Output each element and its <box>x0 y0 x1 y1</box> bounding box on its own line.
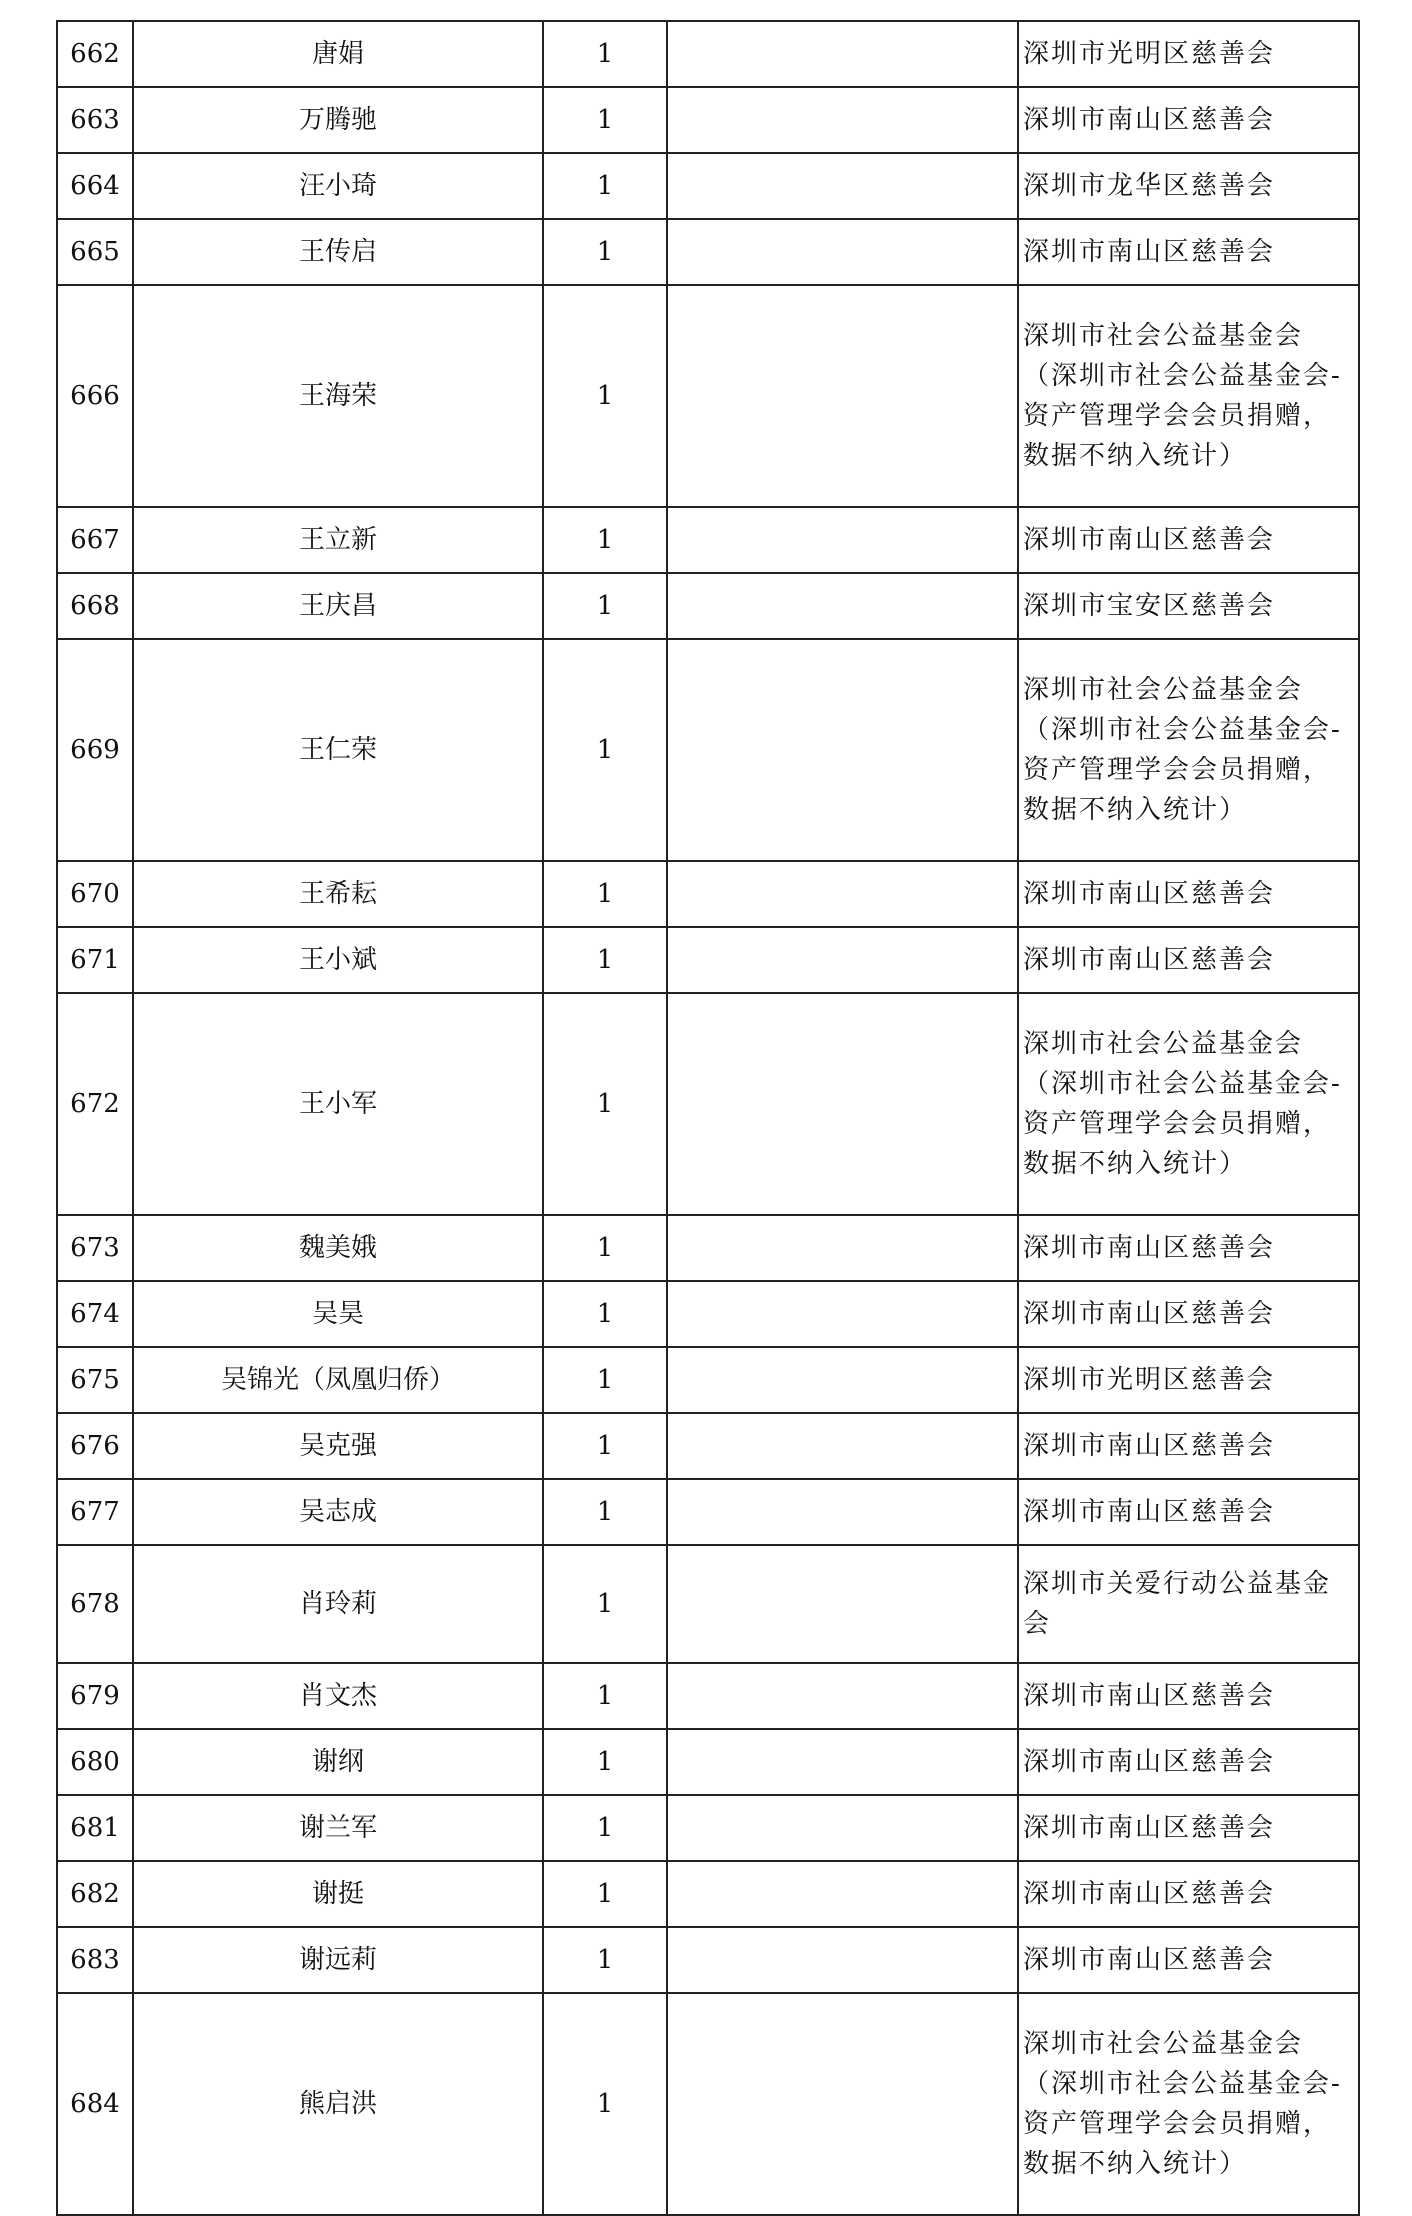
serial-number-cell: 670 <box>57 861 133 927</box>
table-row <box>57 507 1359 573</box>
organization-cell: 深圳市南山区慈善会 <box>1018 1413 1359 1479</box>
quantity-cell: 1 <box>543 861 667 927</box>
remark-cell <box>667 507 1018 573</box>
organization-cell: 深圳市南山区慈善会 <box>1018 1479 1359 1545</box>
donor-name-cell: 王希耘 <box>133 861 543 927</box>
quantity-cell: 1 <box>543 927 667 993</box>
serial-number-cell: 672 <box>57 993 133 1215</box>
serial-number-cell: 680 <box>57 1729 133 1795</box>
organization-cell: 深圳市南山区慈善会 <box>1018 1281 1359 1347</box>
quantity-cell: 1 <box>543 1861 667 1927</box>
quantity-cell: 1 <box>543 153 667 219</box>
serial-number-cell: 684 <box>57 1993 133 2215</box>
donor-table-body <box>57 21 1359 2215</box>
quantity-cell: 1 <box>543 1347 667 1413</box>
organization-cell: 深圳市南山区慈善会 <box>1018 1795 1359 1861</box>
organization-cell: 深圳市南山区慈善会 <box>1018 1729 1359 1795</box>
donor-name-cell: 吴昊 <box>133 1281 543 1347</box>
remark-cell <box>667 927 1018 993</box>
donor-name-cell: 谢兰军 <box>133 1795 543 1861</box>
table-row <box>57 573 1359 639</box>
donor-name-cell: 吴志成 <box>133 1479 543 1545</box>
donor-name-cell: 唐娟 <box>133 21 543 87</box>
donor-name-cell: 谢挺 <box>133 1861 543 1927</box>
table-row <box>57 1993 1359 2215</box>
donor-table <box>56 20 1360 2216</box>
donor-name-cell: 汪小琦 <box>133 153 543 219</box>
organization-cell: 深圳市社会公益基金会（深圳市社会公益基金会-资产管理学会会员捐赠，数据不纳入统计） <box>1018 285 1359 507</box>
serial-number-cell: 668 <box>57 573 133 639</box>
quantity-cell: 1 <box>543 573 667 639</box>
table-row <box>57 1281 1359 1347</box>
remark-cell <box>667 1927 1018 1993</box>
organization-cell: 深圳市南山区慈善会 <box>1018 1215 1359 1281</box>
remark-cell <box>667 1479 1018 1545</box>
organization-cell: 深圳市社会公益基金会（深圳市社会公益基金会-资产管理学会会员捐赠，数据不纳入统计） <box>1018 639 1359 861</box>
donor-name-cell: 吴锦光（凤凰归侨） <box>133 1347 543 1413</box>
table-row <box>57 1347 1359 1413</box>
quantity-cell: 1 <box>543 1479 667 1545</box>
remark-cell <box>667 1215 1018 1281</box>
table-row <box>57 1479 1359 1545</box>
table-row <box>57 993 1359 1215</box>
quantity-cell: 1 <box>543 285 667 507</box>
quantity-cell: 1 <box>543 1215 667 1281</box>
serial-number-cell: 662 <box>57 21 133 87</box>
organization-cell: 深圳市南山区慈善会 <box>1018 219 1359 285</box>
quantity-cell: 1 <box>543 1795 667 1861</box>
serial-number-cell: 665 <box>57 219 133 285</box>
quantity-cell: 1 <box>543 1729 667 1795</box>
organization-cell: 深圳市龙华区慈善会 <box>1018 153 1359 219</box>
serial-number-cell: 676 <box>57 1413 133 1479</box>
quantity-cell: 1 <box>543 1663 667 1729</box>
serial-number-cell: 674 <box>57 1281 133 1347</box>
donor-name-cell: 肖文杰 <box>133 1663 543 1729</box>
remark-cell <box>667 1861 1018 1927</box>
serial-number-cell: 681 <box>57 1795 133 1861</box>
quantity-cell: 1 <box>543 639 667 861</box>
remark-cell <box>667 1347 1018 1413</box>
organization-cell: 深圳市宝安区慈善会 <box>1018 573 1359 639</box>
remark-cell <box>667 153 1018 219</box>
table-row <box>57 219 1359 285</box>
remark-cell <box>667 87 1018 153</box>
quantity-cell: 1 <box>543 21 667 87</box>
remark-cell <box>667 1729 1018 1795</box>
quantity-cell: 1 <box>543 1545 667 1663</box>
organization-cell: 深圳市南山区慈善会 <box>1018 861 1359 927</box>
remark-cell <box>667 1281 1018 1347</box>
serial-number-cell: 675 <box>57 1347 133 1413</box>
organization-cell: 深圳市南山区慈善会 <box>1018 1663 1359 1729</box>
quantity-cell: 1 <box>543 1281 667 1347</box>
donor-name-cell: 王仁荣 <box>133 639 543 861</box>
table-row <box>57 1413 1359 1479</box>
quantity-cell: 1 <box>543 1993 667 2215</box>
donor-name-cell: 谢远莉 <box>133 1927 543 1993</box>
remark-cell <box>667 1663 1018 1729</box>
remark-cell <box>667 993 1018 1215</box>
serial-number-cell: 679 <box>57 1663 133 1729</box>
table-row <box>57 1861 1359 1927</box>
quantity-cell: 1 <box>543 1413 667 1479</box>
donor-name-cell: 王小军 <box>133 993 543 1215</box>
table-row <box>57 1795 1359 1861</box>
organization-cell: 深圳市南山区慈善会 <box>1018 927 1359 993</box>
serial-number-cell: 678 <box>57 1545 133 1663</box>
organization-cell: 深圳市南山区慈善会 <box>1018 507 1359 573</box>
remark-cell <box>667 639 1018 861</box>
remark-cell <box>667 573 1018 639</box>
remark-cell <box>667 219 1018 285</box>
remark-cell <box>667 1413 1018 1479</box>
donor-name-cell: 熊启洪 <box>133 1993 543 2215</box>
table-row <box>57 87 1359 153</box>
remark-cell <box>667 285 1018 507</box>
organization-cell: 深圳市社会公益基金会（深圳市社会公益基金会-资产管理学会会员捐赠，数据不纳入统计） <box>1018 993 1359 1215</box>
serial-number-cell: 671 <box>57 927 133 993</box>
donor-table-page <box>56 20 1358 2216</box>
table-row <box>57 21 1359 87</box>
donor-name-cell: 王海荣 <box>133 285 543 507</box>
organization-cell: 深圳市关爱行动公益基金会 <box>1018 1545 1359 1663</box>
table-row <box>57 927 1359 993</box>
serial-number-cell: 663 <box>57 87 133 153</box>
donor-name-cell: 魏美娥 <box>133 1215 543 1281</box>
donor-name-cell: 王立新 <box>133 507 543 573</box>
quantity-cell: 1 <box>543 507 667 573</box>
table-row <box>57 1663 1359 1729</box>
serial-number-cell: 664 <box>57 153 133 219</box>
donor-name-cell: 王小斌 <box>133 927 543 993</box>
table-row <box>57 639 1359 861</box>
remark-cell <box>667 1545 1018 1663</box>
quantity-cell: 1 <box>543 219 667 285</box>
remark-cell <box>667 1993 1018 2215</box>
quantity-cell: 1 <box>543 993 667 1215</box>
serial-number-cell: 667 <box>57 507 133 573</box>
organization-cell: 深圳市光明区慈善会 <box>1018 1347 1359 1413</box>
serial-number-cell: 666 <box>57 285 133 507</box>
donor-name-cell: 谢纲 <box>133 1729 543 1795</box>
donor-name-cell: 王庆昌 <box>133 573 543 639</box>
table-row <box>57 1927 1359 1993</box>
table-row <box>57 861 1359 927</box>
donor-name-cell: 王传启 <box>133 219 543 285</box>
serial-number-cell: 683 <box>57 1927 133 1993</box>
quantity-cell: 1 <box>543 1927 667 1993</box>
quantity-cell: 1 <box>543 87 667 153</box>
table-row <box>57 1545 1359 1663</box>
donor-name-cell: 肖玲莉 <box>133 1545 543 1663</box>
serial-number-cell: 669 <box>57 639 133 861</box>
table-row <box>57 1729 1359 1795</box>
organization-cell: 深圳市南山区慈善会 <box>1018 1861 1359 1927</box>
organization-cell: 深圳市光明区慈善会 <box>1018 21 1359 87</box>
serial-number-cell: 673 <box>57 1215 133 1281</box>
donor-name-cell: 吴克强 <box>133 1413 543 1479</box>
serial-number-cell: 677 <box>57 1479 133 1545</box>
donor-name-cell: 万腾驰 <box>133 87 543 153</box>
remark-cell <box>667 21 1018 87</box>
table-row <box>57 153 1359 219</box>
table-row <box>57 1215 1359 1281</box>
organization-cell: 深圳市南山区慈善会 <box>1018 1927 1359 1993</box>
remark-cell <box>667 1795 1018 1861</box>
organization-cell: 深圳市社会公益基金会（深圳市社会公益基金会-资产管理学会会员捐赠，数据不纳入统计） <box>1018 1993 1359 2215</box>
table-row <box>57 285 1359 507</box>
remark-cell <box>667 861 1018 927</box>
serial-number-cell: 682 <box>57 1861 133 1927</box>
organization-cell: 深圳市南山区慈善会 <box>1018 87 1359 153</box>
